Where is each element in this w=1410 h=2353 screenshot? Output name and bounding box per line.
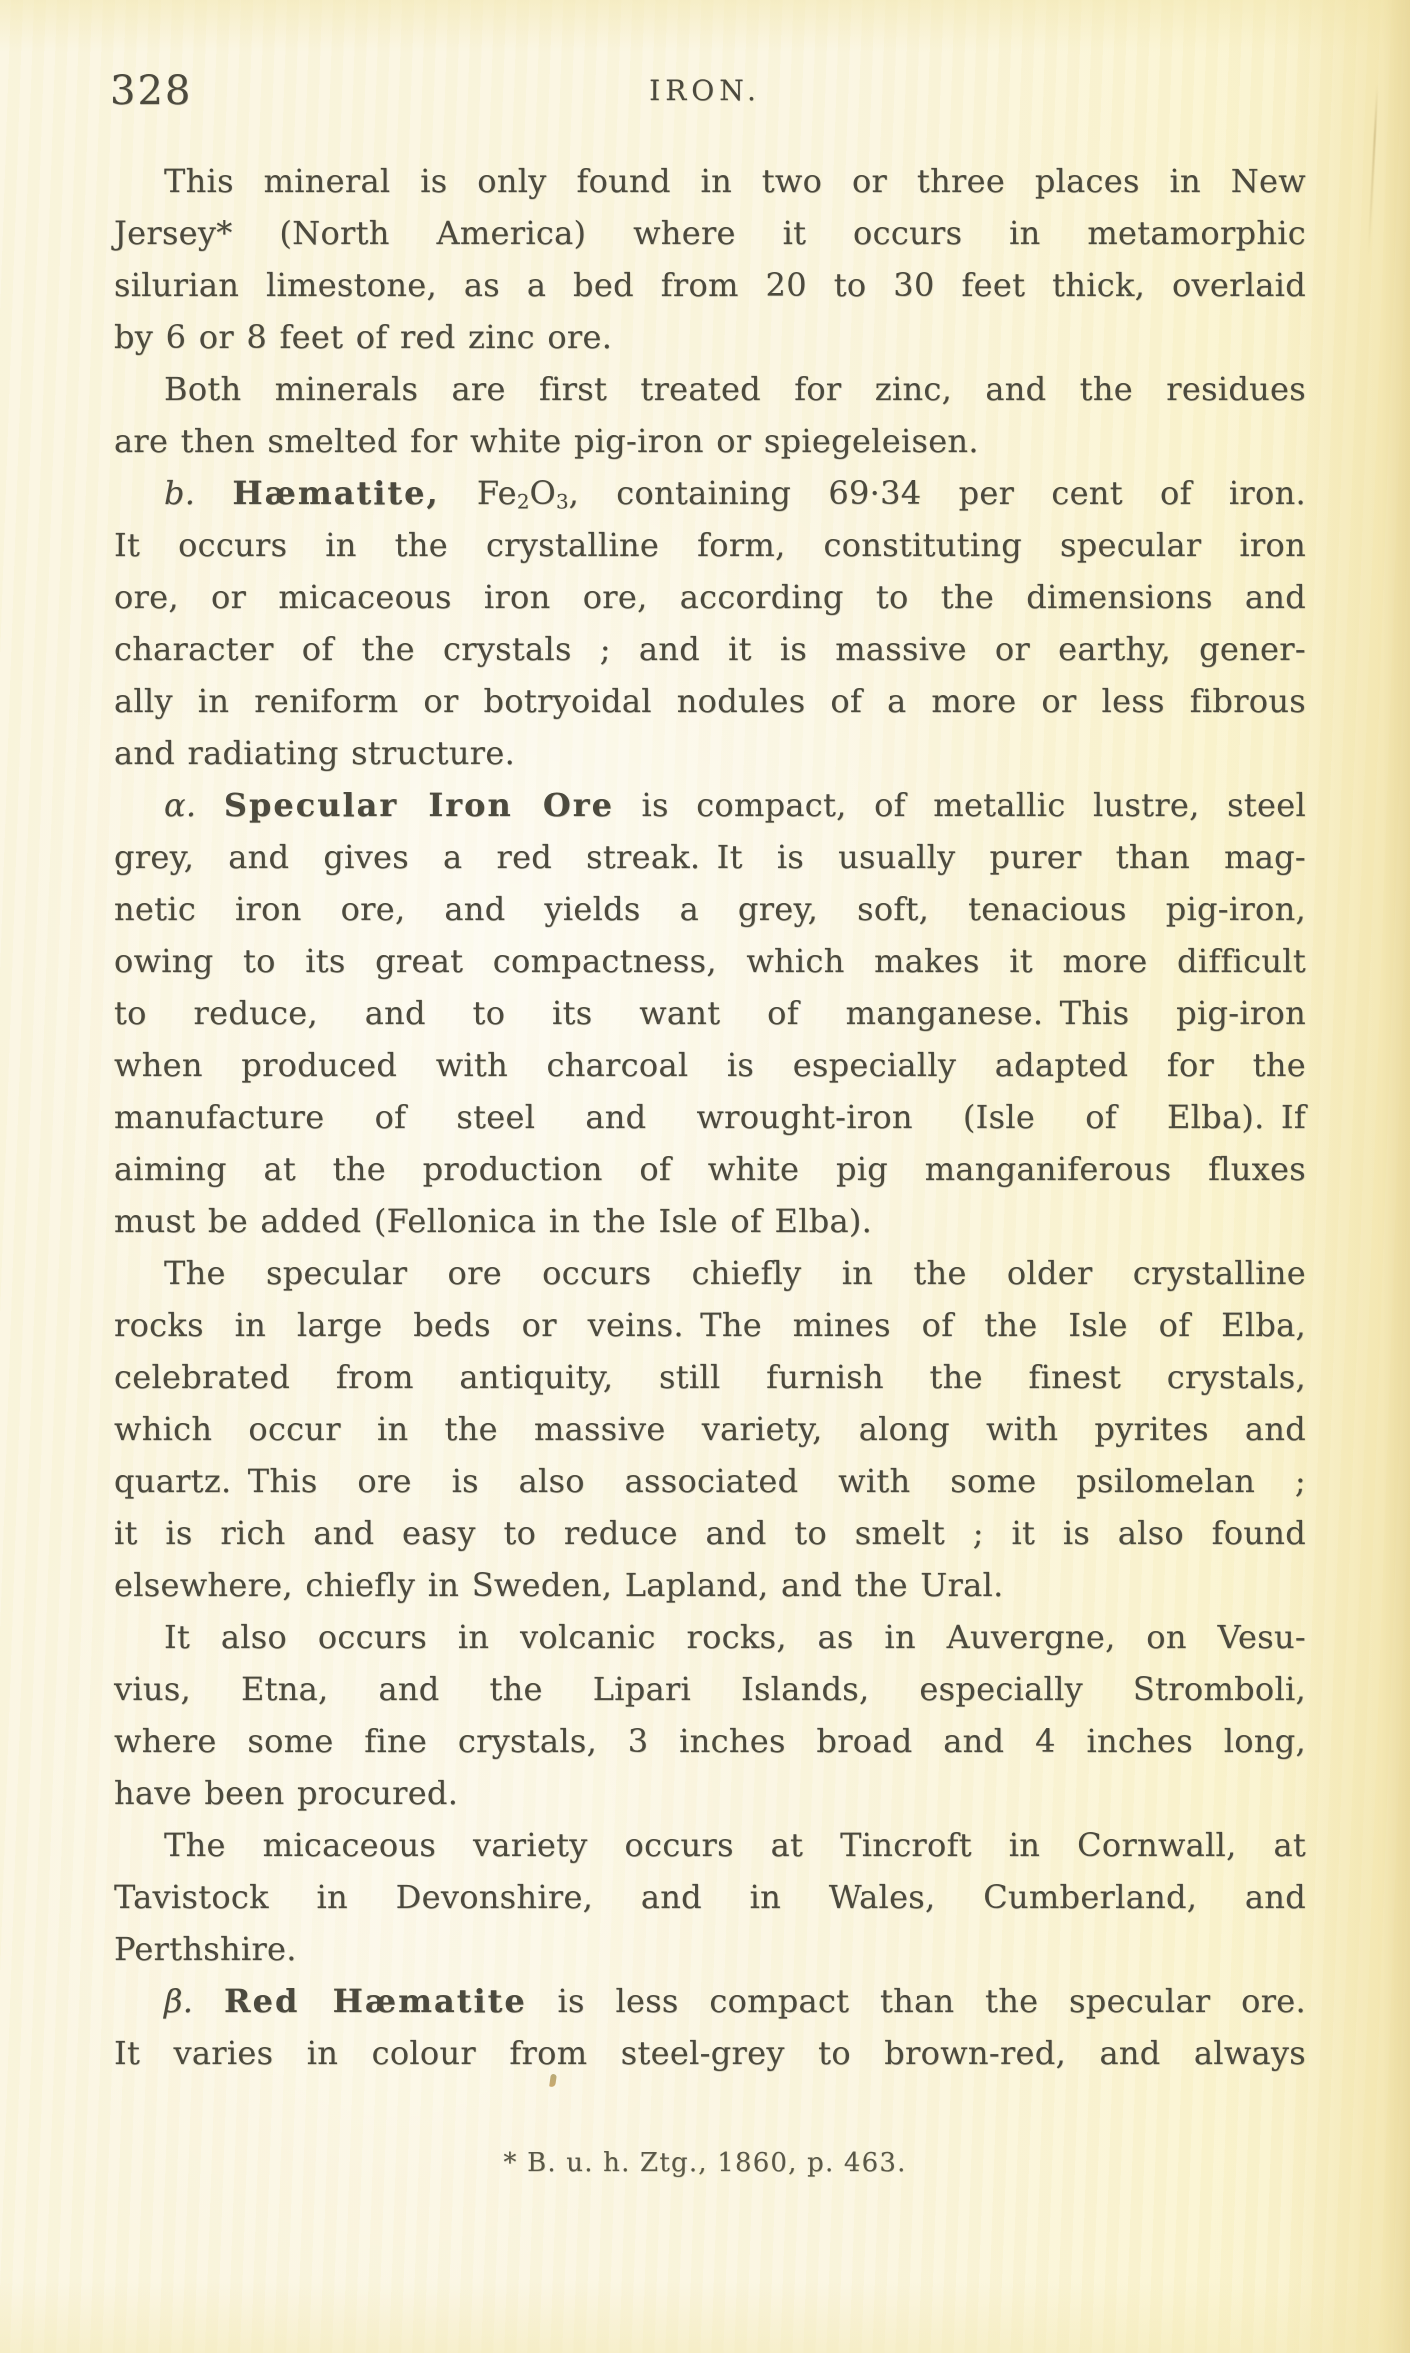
text-segment: b. <box>164 474 196 512</box>
text-segment: are then smelted for white pig-iron or spiegeleisen. <box>114 422 979 460</box>
text-line <box>114 1143 1306 1195</box>
text-line <box>114 623 1306 675</box>
text-line <box>114 259 1306 311</box>
footnote: * B. u. h. Ztg., 1860, p. 463. <box>503 2148 907 2178</box>
text-segment: 3 <box>556 490 569 514</box>
text-line <box>114 363 1306 415</box>
text-segment: α. <box>164 786 197 824</box>
text-segment <box>196 786 223 824</box>
text-line <box>114 2027 1306 2079</box>
text-line <box>114 1507 1306 1559</box>
text-line <box>114 1715 1306 1767</box>
body-text <box>114 155 1306 2079</box>
text-segment: Fe <box>439 474 517 512</box>
text-segment: must be added (Fellonica in the Isle of Elba). <box>114 1202 873 1240</box>
text-segment: Perthshire. <box>114 1930 297 1968</box>
paragraph <box>114 467 1306 779</box>
text-line <box>114 1819 1306 1871</box>
text-segment: β. <box>164 1982 194 2020</box>
text-line <box>114 1611 1306 1663</box>
text-line <box>114 831 1306 883</box>
text-segment: It also occurs in volcanic rocks, as in Auvergne, on Vesu- <box>164 1618 1306 1656</box>
text-line <box>114 1559 1306 1611</box>
paragraph <box>114 363 1306 467</box>
text-segment: ally in reniform or botryoidal nodules of a more or less fibrous <box>114 682 1306 720</box>
paragraph <box>114 1247 1306 1611</box>
text-segment: elsewhere, chiefly in Sweden, Lapland, and the Ural. <box>114 1566 1004 1604</box>
text-segment: Tavistock in Devonshire, and in Wales, Cumberland, and <box>114 1878 1306 1916</box>
text-segment: have been procured. <box>114 1774 459 1812</box>
paragraph <box>114 1975 1306 2079</box>
text-line <box>114 727 1306 779</box>
scan-artifact <box>549 2074 557 2088</box>
page-number: 328 <box>110 68 193 114</box>
text-segment: manufacture of steel and wrought-iron (Isle of Elba). If <box>114 1098 1306 1136</box>
text-segment: Specular Iron Ore <box>223 786 615 824</box>
text-line <box>114 311 1306 363</box>
text-line <box>114 1403 1306 1455</box>
text-segment: celebrated from antiquity, still furnish the finest crystals, <box>114 1358 1306 1396</box>
text-line <box>114 883 1306 935</box>
text-segment: 2 <box>516 490 530 514</box>
text-segment: to reduce, and to its want of manganese. This pig-iron <box>114 994 1306 1032</box>
text-segment: grey, and gives a red streak. It is usually purer than mag- <box>114 838 1306 876</box>
text-line <box>114 467 1306 519</box>
text-line <box>114 519 1306 571</box>
text-line <box>114 1663 1306 1715</box>
text-segment: silurian limestone, as a bed from 20 to 30 feet thick, overlaid <box>114 266 1306 304</box>
text-line <box>114 987 1306 1039</box>
text-line <box>114 1195 1306 1247</box>
text-line <box>114 1767 1306 1819</box>
paragraph <box>114 155 1306 363</box>
text-segment: where some fine crystals, 3 inches broad and 4 inches long, <box>114 1722 1306 1760</box>
text-segment: it is rich and easy to reduce and to smelt ; it is also found <box>114 1514 1306 1552</box>
text-segment: aiming at the production of white pig manganiferous fluxes <box>114 1150 1306 1188</box>
text-line <box>114 675 1306 727</box>
paragraph <box>114 1819 1306 1975</box>
text-segment: owing to its great compactness, which makes it more difficult <box>114 942 1306 980</box>
text-segment: is less compact than the specular ore. <box>526 1982 1307 2020</box>
text-segment: Hæmatite, <box>232 474 440 512</box>
text-line <box>114 155 1306 207</box>
text-line <box>114 1299 1306 1351</box>
text-segment: quartz. This ore is also associated with some psilomelan ; <box>114 1462 1306 1500</box>
text-segment: The micaceous variety occurs at Tincroft in Cornwall, at <box>164 1826 1306 1864</box>
text-line <box>114 1455 1306 1507</box>
text-segment: is compact, of metallic lustre, steel <box>614 786 1306 824</box>
text-line <box>114 1247 1306 1299</box>
text-segment: when produced with charcoal is especially adapted for the <box>114 1046 1306 1084</box>
text-line <box>114 1871 1306 1923</box>
text-segment: ore, or micaceous iron ore, according to the dimensions and <box>114 578 1306 616</box>
text-segment: by 6 or 8 feet of red zinc ore. <box>114 318 613 356</box>
text-line <box>114 1351 1306 1403</box>
text-line <box>114 1975 1306 2027</box>
paragraph <box>114 1611 1306 1819</box>
text-line <box>114 415 1306 467</box>
text-line <box>114 1091 1306 1143</box>
text-segment: Both minerals are first treated for zinc, and the residues <box>164 370 1306 408</box>
text-segment: , containing 69·34 per cent of iron. <box>568 474 1306 512</box>
paragraph <box>114 779 1306 1247</box>
text-line <box>114 1923 1306 1975</box>
text-segment: which occur in the massive variety, along with pyrites and <box>114 1410 1306 1448</box>
text-segment: The specular ore occurs chiefly in the older crystalline <box>164 1254 1306 1292</box>
text-segment: It occurs in the crystalline form, constituting specular iron <box>114 526 1306 564</box>
text-segment: O <box>529 474 556 512</box>
text-segment: rocks in large beds or veins. The mines of the Isle of Elba, <box>114 1306 1306 1344</box>
text-line <box>114 571 1306 623</box>
running-head: IRON. <box>649 74 761 107</box>
text-segment: Jersey* (North America) where it occurs in metamorphic <box>114 214 1306 252</box>
text-line <box>114 207 1306 259</box>
text-segment: and radiating structure. <box>114 734 516 772</box>
text-segment: netic iron ore, and yields a grey, soft, tenacious pig-iron, <box>114 890 1306 928</box>
text-line <box>114 935 1306 987</box>
text-segment <box>193 1982 224 2020</box>
text-segment: Red Hæmatite <box>223 1982 527 2020</box>
text-segment: It varies in colour from steel-grey to brown-red, and always <box>114 2034 1306 2072</box>
text-segment: vius, Etna, and the Lipari Islands, especially Stromboli, <box>114 1670 1306 1708</box>
text-line <box>114 1039 1306 1091</box>
text-segment: This mineral is only found in two or three places in New <box>164 162 1306 200</box>
text-segment: character of the crystals ; and it is massive or earthy, gener- <box>114 630 1306 668</box>
page-crease <box>1368 85 1379 255</box>
text-segment <box>195 474 232 512</box>
text-line <box>114 779 1306 831</box>
